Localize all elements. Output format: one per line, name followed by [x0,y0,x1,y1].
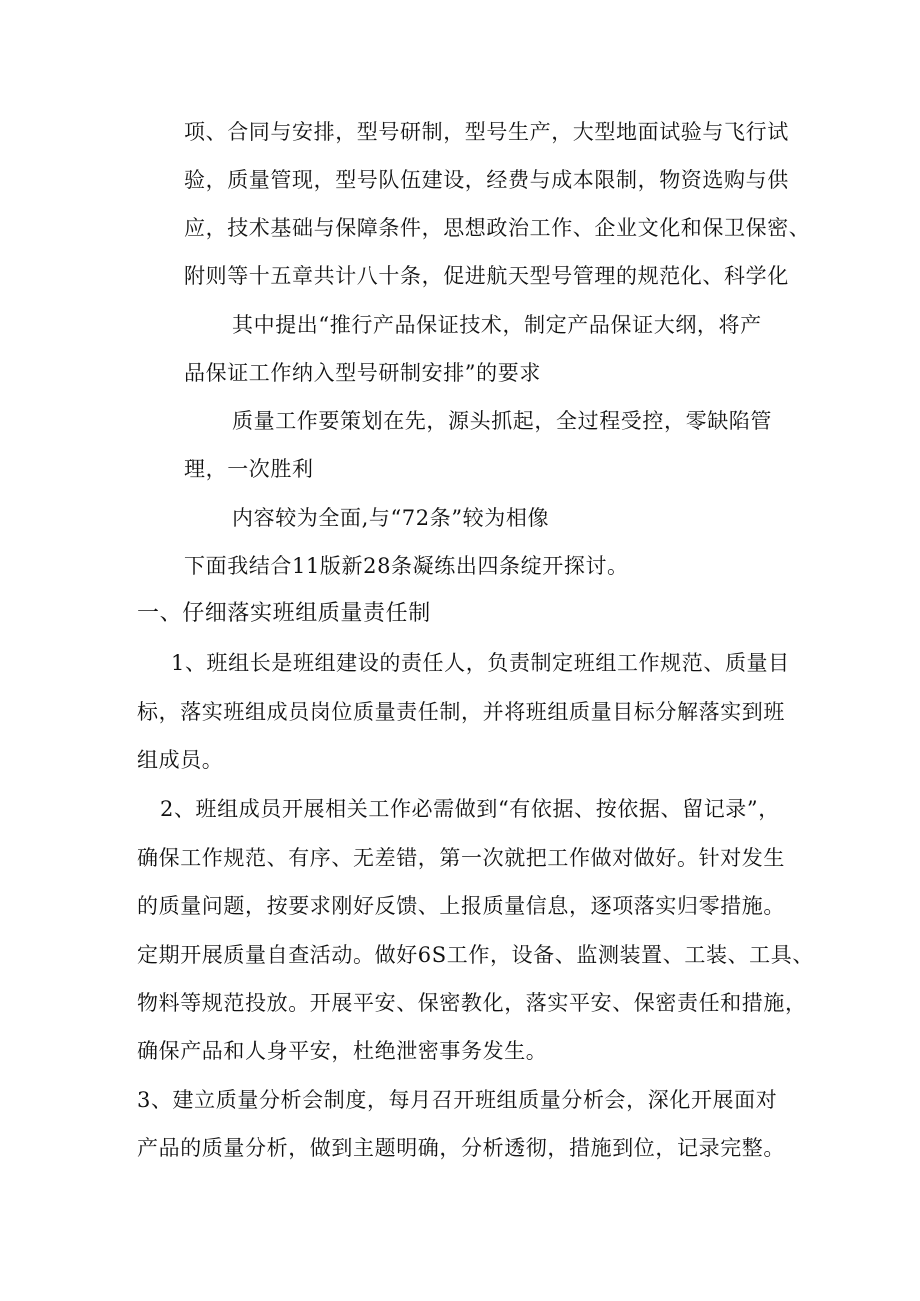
text-line: 理，一次胜利 [184,457,314,481]
text-line: 其中提出“推行产品保证技术，制定产品保证大纲，将产 [232,313,762,337]
text-line: 定期开展质量自查活动。做好6S工作，设备、监测装置、工装、工具、 [137,943,814,967]
text-line: 3、建立质量分析会制度，每月召开班组质量分析会，深化开展面对 [137,1088,778,1112]
text-line: 标，落实班组成员岗位质量责任制，并将班组质量目标分解落实到班 [137,700,785,724]
text-line: 确保产品和人身平安，杜绝泄密事务发生。 [137,1039,548,1063]
text-line: 项、合同与安排，型号研制，型号生产，大型地面试验与飞行试 [184,120,789,144]
section-heading: 一、仔细落实班组质量责任制 [137,601,431,626]
text-line: 物料等规范投放。开展平安、保密教化，落实平安、保密责任和措施， [137,991,807,1015]
text-line: 2、班组成员开展相关工作必需做到“有依据、按依据、留记录”， [160,797,780,821]
text-line: 品保证工作纳入型号研制安排”的要求 [184,361,541,385]
text-line: 附则等十五章共计八十条，促进航天型号管理的规范化、科学化 [184,264,789,288]
text-line: 的质量问题，按要求刚好反馈、上报质量信息，逐项落实归零措施。 [137,894,785,918]
text-line: 应，技术基础与保障条件，思想政治工作、企业文化和保卫保密、 [184,216,811,240]
text-line: 产品的质量分析，做到主题明确，分析透彻，措施到位，记录完整。 [137,1136,785,1160]
text-line: 验，质量管现，型号队伍建设，经费与成本限制，物资选购与供 [184,168,789,192]
text-line: 内容较为全面,与“72条”较为相像 [232,506,550,530]
text-line: 下面我结合11版新28条凝练出四条绽开探讨。 [184,554,629,578]
text-line: 组成员。 [137,748,224,772]
text-line: 质量工作要策划在先，源头抓起，全过程受控，零缺陷管 [232,409,772,433]
text-line: 确保工作规范、有序、无差错，第一次就把工作做对做好。针对发生 [137,846,785,870]
text-line: 1、班组长是班组建设的责任人，负责制定班组工作规范、质量目 [171,651,790,675]
